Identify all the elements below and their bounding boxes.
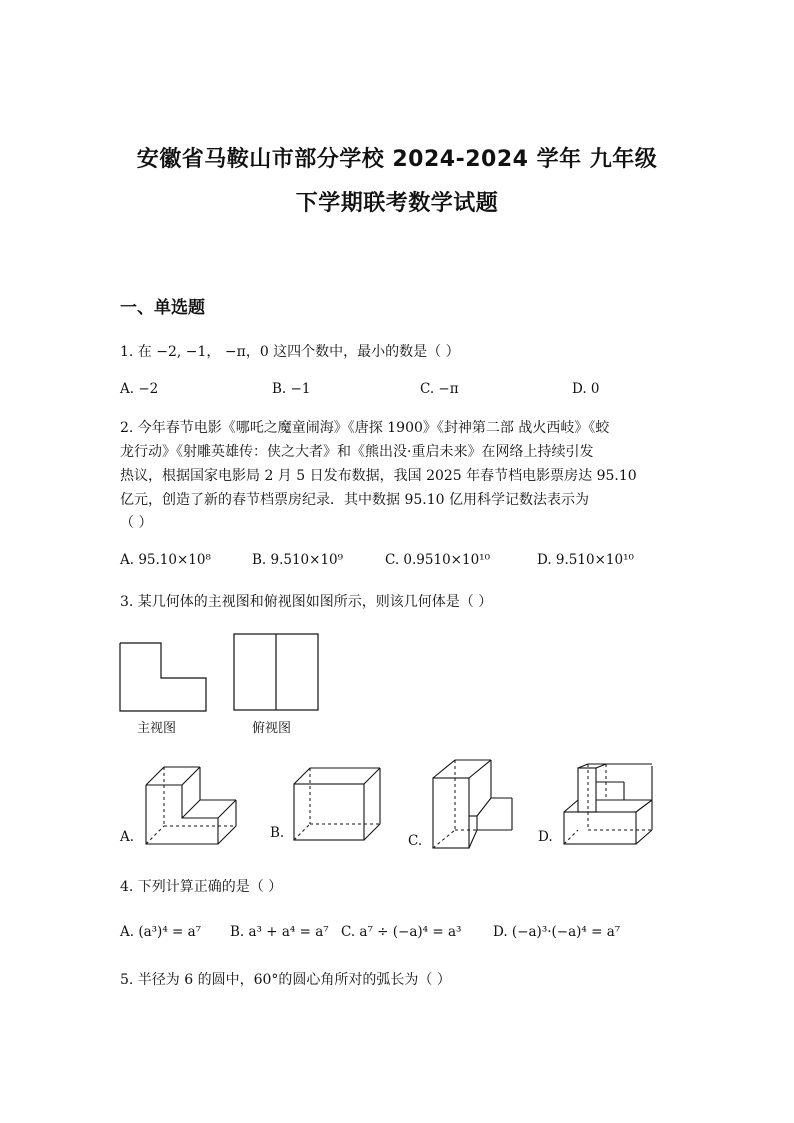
question-2-stem-line-5: （ ） xyxy=(120,515,153,531)
question-1-option-c: C. −π xyxy=(420,381,459,397)
section-heading-single-choice: 一、单选题 xyxy=(120,298,205,318)
question-2-option-d: D. 9.510×10¹⁰ xyxy=(537,552,634,568)
question-3-option-b-solid xyxy=(290,764,390,844)
question-3-stem: 3. 某几何体的主视图和俯视图如图所示，则该几何体是（ ） xyxy=(120,594,493,610)
question-5-stem: 5. 半径为 6 的圆中，60°的圆心角所对的弧长为（ ） xyxy=(120,972,451,988)
question-4-option-b: B. a³ + a⁴ = a⁷ xyxy=(230,924,329,940)
question-3-option-c-label: C. xyxy=(408,833,423,849)
question-1-option-a: A. −2 xyxy=(120,381,159,397)
document-title-line-2: 下学期联考数学试题 xyxy=(295,191,499,216)
top-view-caption: 俯视图 xyxy=(252,721,292,736)
question-4-option-d: D. (−a)³·(−a)⁴ = a⁷ xyxy=(493,924,621,940)
question-2-stem-line-3: 热议，根据国家电影局 2 月 5 日发布数据，我国 2025 年春节档电影票房达 95.10 xyxy=(120,468,637,484)
question-2-option-a: A. 95.10×10⁸ xyxy=(120,552,211,568)
question-4-stem: 4. 下列计算正确的是（ ） xyxy=(120,879,283,895)
question-2-stem-line-1: 2. 今年春节电影《哪吒之魔童闹海》《唐探 1900》《封神第二部 战火西岐》《蛟 xyxy=(120,420,610,436)
front-view-figure xyxy=(118,641,210,715)
question-3-option-d-solid xyxy=(558,760,658,850)
question-2-stem-line-2: 龙行动》《射雕英雄传：侠之大者》和《熊出没·重启未来》在网络上持续引发 xyxy=(120,444,594,460)
question-3-option-a-solid xyxy=(140,760,244,848)
question-1-option-b: B. −1 xyxy=(272,381,311,397)
front-view-caption: 主视图 xyxy=(137,721,177,736)
question-3-option-a-label: A. xyxy=(120,829,135,845)
question-3-option-d-label: D. xyxy=(538,829,553,845)
question-1-option-d: D. 0 xyxy=(572,381,600,397)
question-1-stem: 1. 在 −2, −1， −π，0 这四个数中，最小的数是（ ） xyxy=(120,344,460,360)
question-2-stem-line-4: 亿元，创造了新的春节档票房纪录．其中数据 95.10 亿用科学记数法表示为 xyxy=(120,492,589,508)
question-3-option-b-label: B. xyxy=(270,825,285,841)
top-view-figure xyxy=(232,632,322,714)
question-4-option-a: A. (a³)⁴ = a⁷ xyxy=(120,924,202,940)
document-title-line-1: 安徽省马鞍山市部分学校 2024-2024 学年 九年级 xyxy=(136,147,658,172)
question-3-option-c-solid xyxy=(428,756,520,854)
question-2-option-c: C. 0.9510×10¹⁰ xyxy=(385,552,490,568)
question-4-option-c: C. a⁷ ÷ (−a)⁴ = a³ xyxy=(341,924,462,940)
question-2-option-b: B. 9.510×10⁹ xyxy=(252,552,344,568)
